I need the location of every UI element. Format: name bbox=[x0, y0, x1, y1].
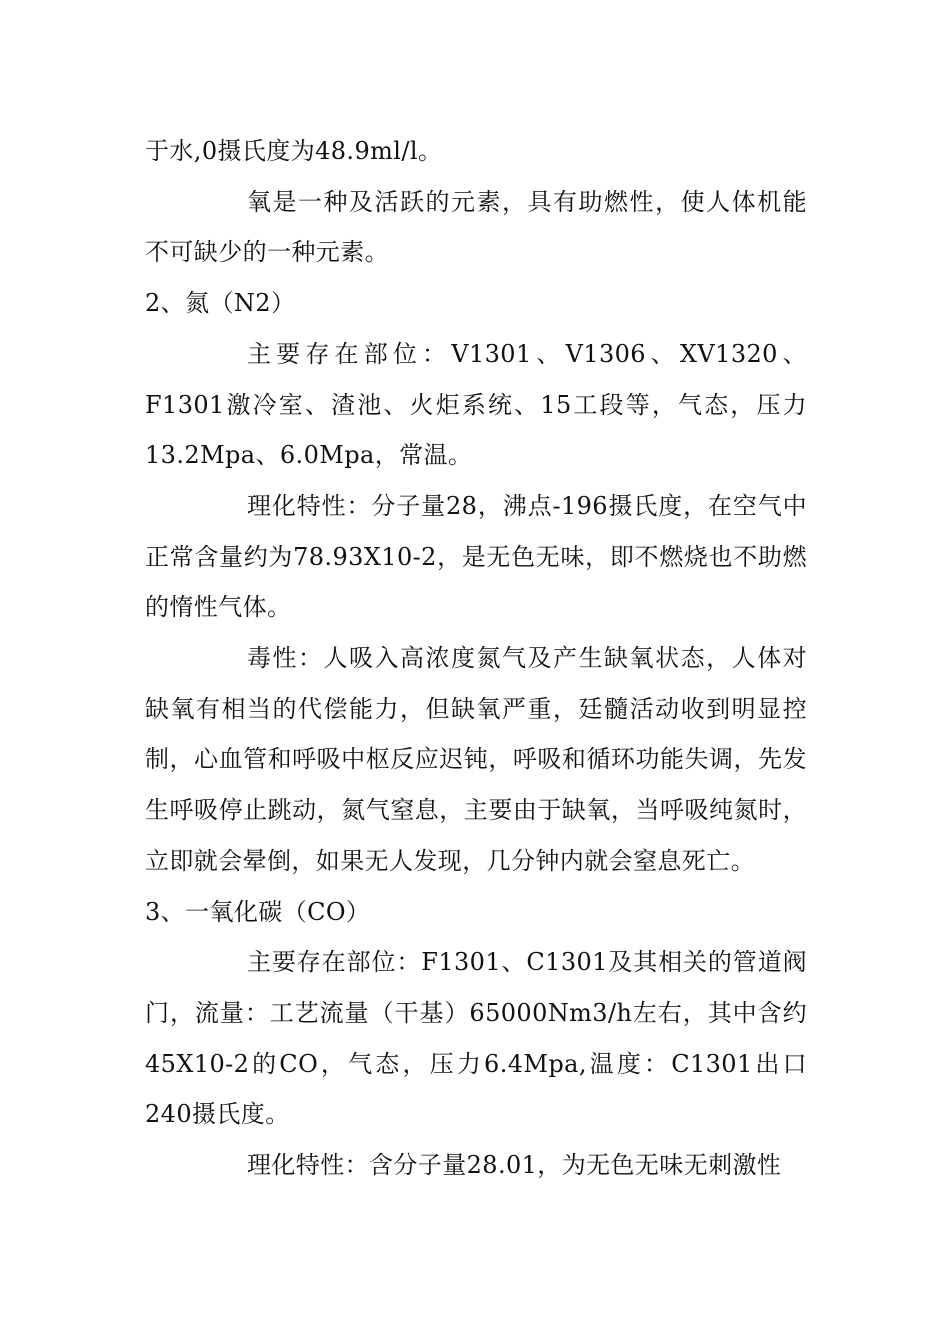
section-heading-nitrogen: 2、氮（N2） bbox=[145, 289, 296, 318]
paragraph-nitrogen-properties: 理化特性：分子量28，沸点-196摄氏度，在空气中正常含量约为78.93X10-2，是无色无味，即不燃烧也不助燃的惰性气体。 bbox=[145, 491, 807, 622]
paragraph-co-properties: 理化特性：含分子量28.01，为无色无味无刺激性 bbox=[247, 1151, 782, 1180]
paragraph-oxygen-description: 氧是一种及活跃的元素，具有助燃性，使人体机能不可缺少的一种元素。 bbox=[145, 187, 807, 267]
document-body bbox=[145, 126, 807, 1191]
paragraph-oxygen-solubility-continuation: 于水,0摄氏度为48.9ml/l。 bbox=[145, 137, 443, 165]
paragraph-co-locations: 主要存在部位：F1301、C1301及其相关的管道阀门，流量：工艺流量（干基）65000Nm3/h左右，其中含约45X10-2的CO，气态，压力6.4Mpa,温度：C1301出口240摄氏度。 bbox=[145, 948, 807, 1129]
section-heading-carbon-monoxide: 3、一氧化碳（CO） bbox=[145, 897, 371, 926]
paragraph-nitrogen-toxicity: 毒性：人吸入高浓度氮气及产生缺氧状态，人体对缺氧有相当的代偿能力，但缺氧严重，廷髓活动收到明显控制，心血管和呼吸中枢反应迟钝，呼吸和循环功能失调，先发生呼吸停止跳动，氮气窒息，主要由于缺氧，当呼吸纯氮时，立即就会晕倒，如果无人发现，几分钟内就会窒息死亡。 bbox=[145, 644, 807, 875]
paragraph-nitrogen-locations: 主要存在部位：V1301、V1306、XV1320、F1301激冷室、渣池、火炬系统、15工段等，气态，压力13.2Mpa、6.0Mpa，常温。 bbox=[145, 339, 807, 470]
